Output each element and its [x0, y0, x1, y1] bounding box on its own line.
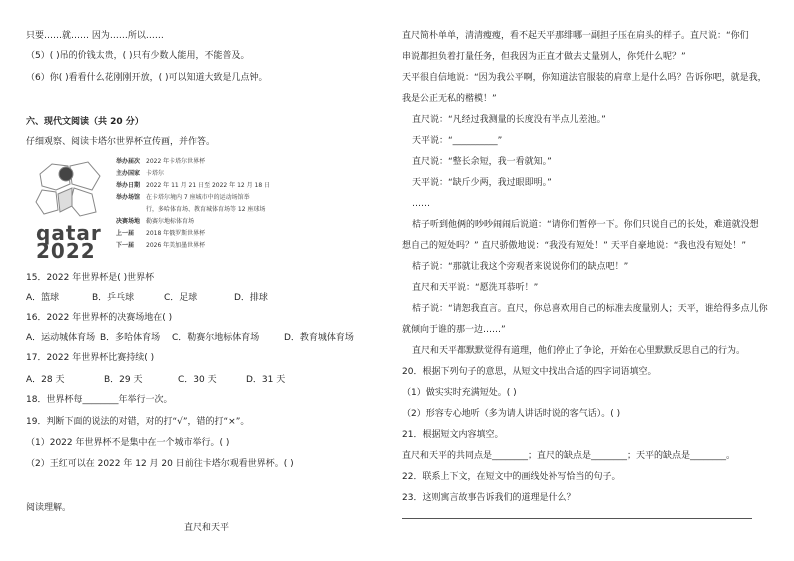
text-line: 天平说：“__________”: [412, 136, 503, 146]
option: B．乒乓球: [92, 293, 135, 303]
option: D．排球: [234, 293, 268, 303]
question-16: 16．2022 年世界杯的决赛场地在( ): [26, 313, 173, 323]
text-line: 直尺说：“凡经过我测量的长度没有半点儿差池。”: [412, 115, 606, 125]
text-line: 天平说：“缺斤少两，我过眼即明。”: [412, 178, 552, 188]
option: A．篮球: [26, 293, 60, 303]
option: B．29 天: [104, 375, 143, 385]
text-line: 直尺简朴单单，清清瘦瘦，看不起天平那绯哪一副担子压在肩头的样子。直尺说：“你们: [402, 31, 749, 41]
text-line: 直尺和天平说：“愿洗耳恭听！”: [412, 283, 539, 293]
question-23: 23．这则寓言故事告诉我们的道理是什么？: [402, 493, 576, 503]
logo-word: qatar: [36, 221, 102, 245]
option: B．多哈体育场: [100, 333, 161, 343]
text-line: 我是公正无私的楷模！”: [402, 94, 497, 104]
text-line: 桔子说：“那就让我这个旁观者来说说你们的缺点吧！”: [412, 262, 629, 272]
text-line: 串说都担负着打量任务，但我因为正直才做去丈量别人，你凭什么呢？”: [402, 52, 686, 62]
world-cup-poster: [26, 154, 271, 263]
info-row: 行，多哈体育场、教育城体育场等 12 座球场: [146, 206, 266, 213]
question-19-2: （2）王红可以在 2022 年 12 月 20 日前往卡塔尔观看世界杯。( ): [26, 459, 294, 469]
text-line: 桔子说：“请恕我直言。直尺，你总喜欢用自己的标准去度量别人；天平，谁给得多点儿你: [412, 304, 768, 314]
reading-heading: 阅读理解。: [26, 503, 72, 513]
option: D．教育城体育场: [284, 333, 354, 343]
option: C．勒赛尔地标体育场: [172, 333, 260, 343]
text-line: （6）你( )看看什么花刚刚开放，( )可以知道大致是几点钟。: [26, 73, 268, 83]
option: C．30 天: [178, 375, 217, 385]
logo-year: 2022: [36, 239, 96, 263]
question-18: 18．世界杯每________年举行一次。: [26, 395, 173, 405]
text-line: 天平很自信地说：“因为我公平啊，你知道法官服装的肩章上是什么吗？告诉你吧，就是我，: [402, 73, 767, 83]
question-21-fill: 直尺和天平的共同点是________；直尺的缺点是________；天平的缺点是________。: [402, 451, 736, 461]
text-line: ……: [412, 199, 430, 209]
text-line: 桔子听到他俩的吵吵闹闹后说道：“请你们暂停一下。你们只说自己的长处，难道就没想: [412, 220, 759, 230]
question-21: 21．根据短文内容填空。: [402, 430, 504, 440]
option: A．28 天: [26, 375, 65, 385]
option: C．足球: [164, 293, 198, 303]
info-row: 举办日期 2022 年 11 月 21 日至 2022 年 12 月 18 日: [116, 182, 271, 189]
option: A．运动城体育场: [26, 333, 96, 343]
question-15: 15．2022 年世界杯是( )世界杯: [26, 273, 155, 283]
instruction: 仔细观察、阅读卡塔尔世界杯宣传画，并作答。: [26, 137, 216, 147]
text-line: 想自己的短处吗？” 直尺骄傲地说：“我没有短处！” 天平自豪地说：“我也没有短处！”: [402, 241, 747, 251]
question-17: 17．2022 年世界杯比赛持续( ): [26, 353, 155, 363]
question-19: 19．判断下面的说法的对错，对的打“√”，错的打“×”。: [26, 417, 250, 427]
question-20: 20．根据下列句子的意思，从短文中找出合适的四字词语填空。: [402, 367, 657, 377]
text-line: 直尺说：“整长余短，我一看就知。”: [412, 157, 552, 167]
question-20-2: （2）形容专心地听（多为请人讲话时说的客气话）。( ): [402, 409, 621, 419]
question-19-1: （1）2022 年世界杯不是集中在一个城市举行。( ): [26, 438, 230, 448]
text-line: 直尺和天平都默默觉得有道理，他们停止了争论，开始在心里默默反思自己的行为。: [412, 346, 746, 356]
question-22: 22．联系上下文，在短文中的画线处补写恰当的句子。: [402, 472, 621, 482]
qatar-logo-word: [36, 221, 102, 263]
info-row: 举办届次 2022 年卡塔尔世界杯: [116, 158, 206, 165]
section-title: 六、现代文阅读（共 20 分）: [26, 117, 144, 127]
info-row: 上一届 2018 年俄罗斯世界杯: [116, 230, 206, 237]
info-row: 举办场馆 在卡塔尔境内 7 座城市中的运动场馆举: [116, 194, 250, 201]
text-line: 只要……就…… 因为……所以……: [26, 31, 164, 41]
info-row: 决赛场地 勒赛尔地标体育场: [116, 218, 195, 225]
option: D．31 天: [246, 375, 286, 385]
question-20-1: （1）做实实时充满短处。( ): [402, 388, 517, 398]
answer-line[interactable]: [402, 518, 752, 519]
info-row: 下一届 2026 年美加墨世界杯: [116, 242, 206, 249]
info-row: 主办国家 卡塔尔: [116, 170, 165, 177]
story-title: 直尺和天平: [184, 523, 230, 533]
text-line: 就倾向于谁的那一边……”: [402, 325, 506, 335]
text-line: （5）( )吊的价钱太贵，( )只有少数人能用，不能普及。: [26, 51, 250, 61]
